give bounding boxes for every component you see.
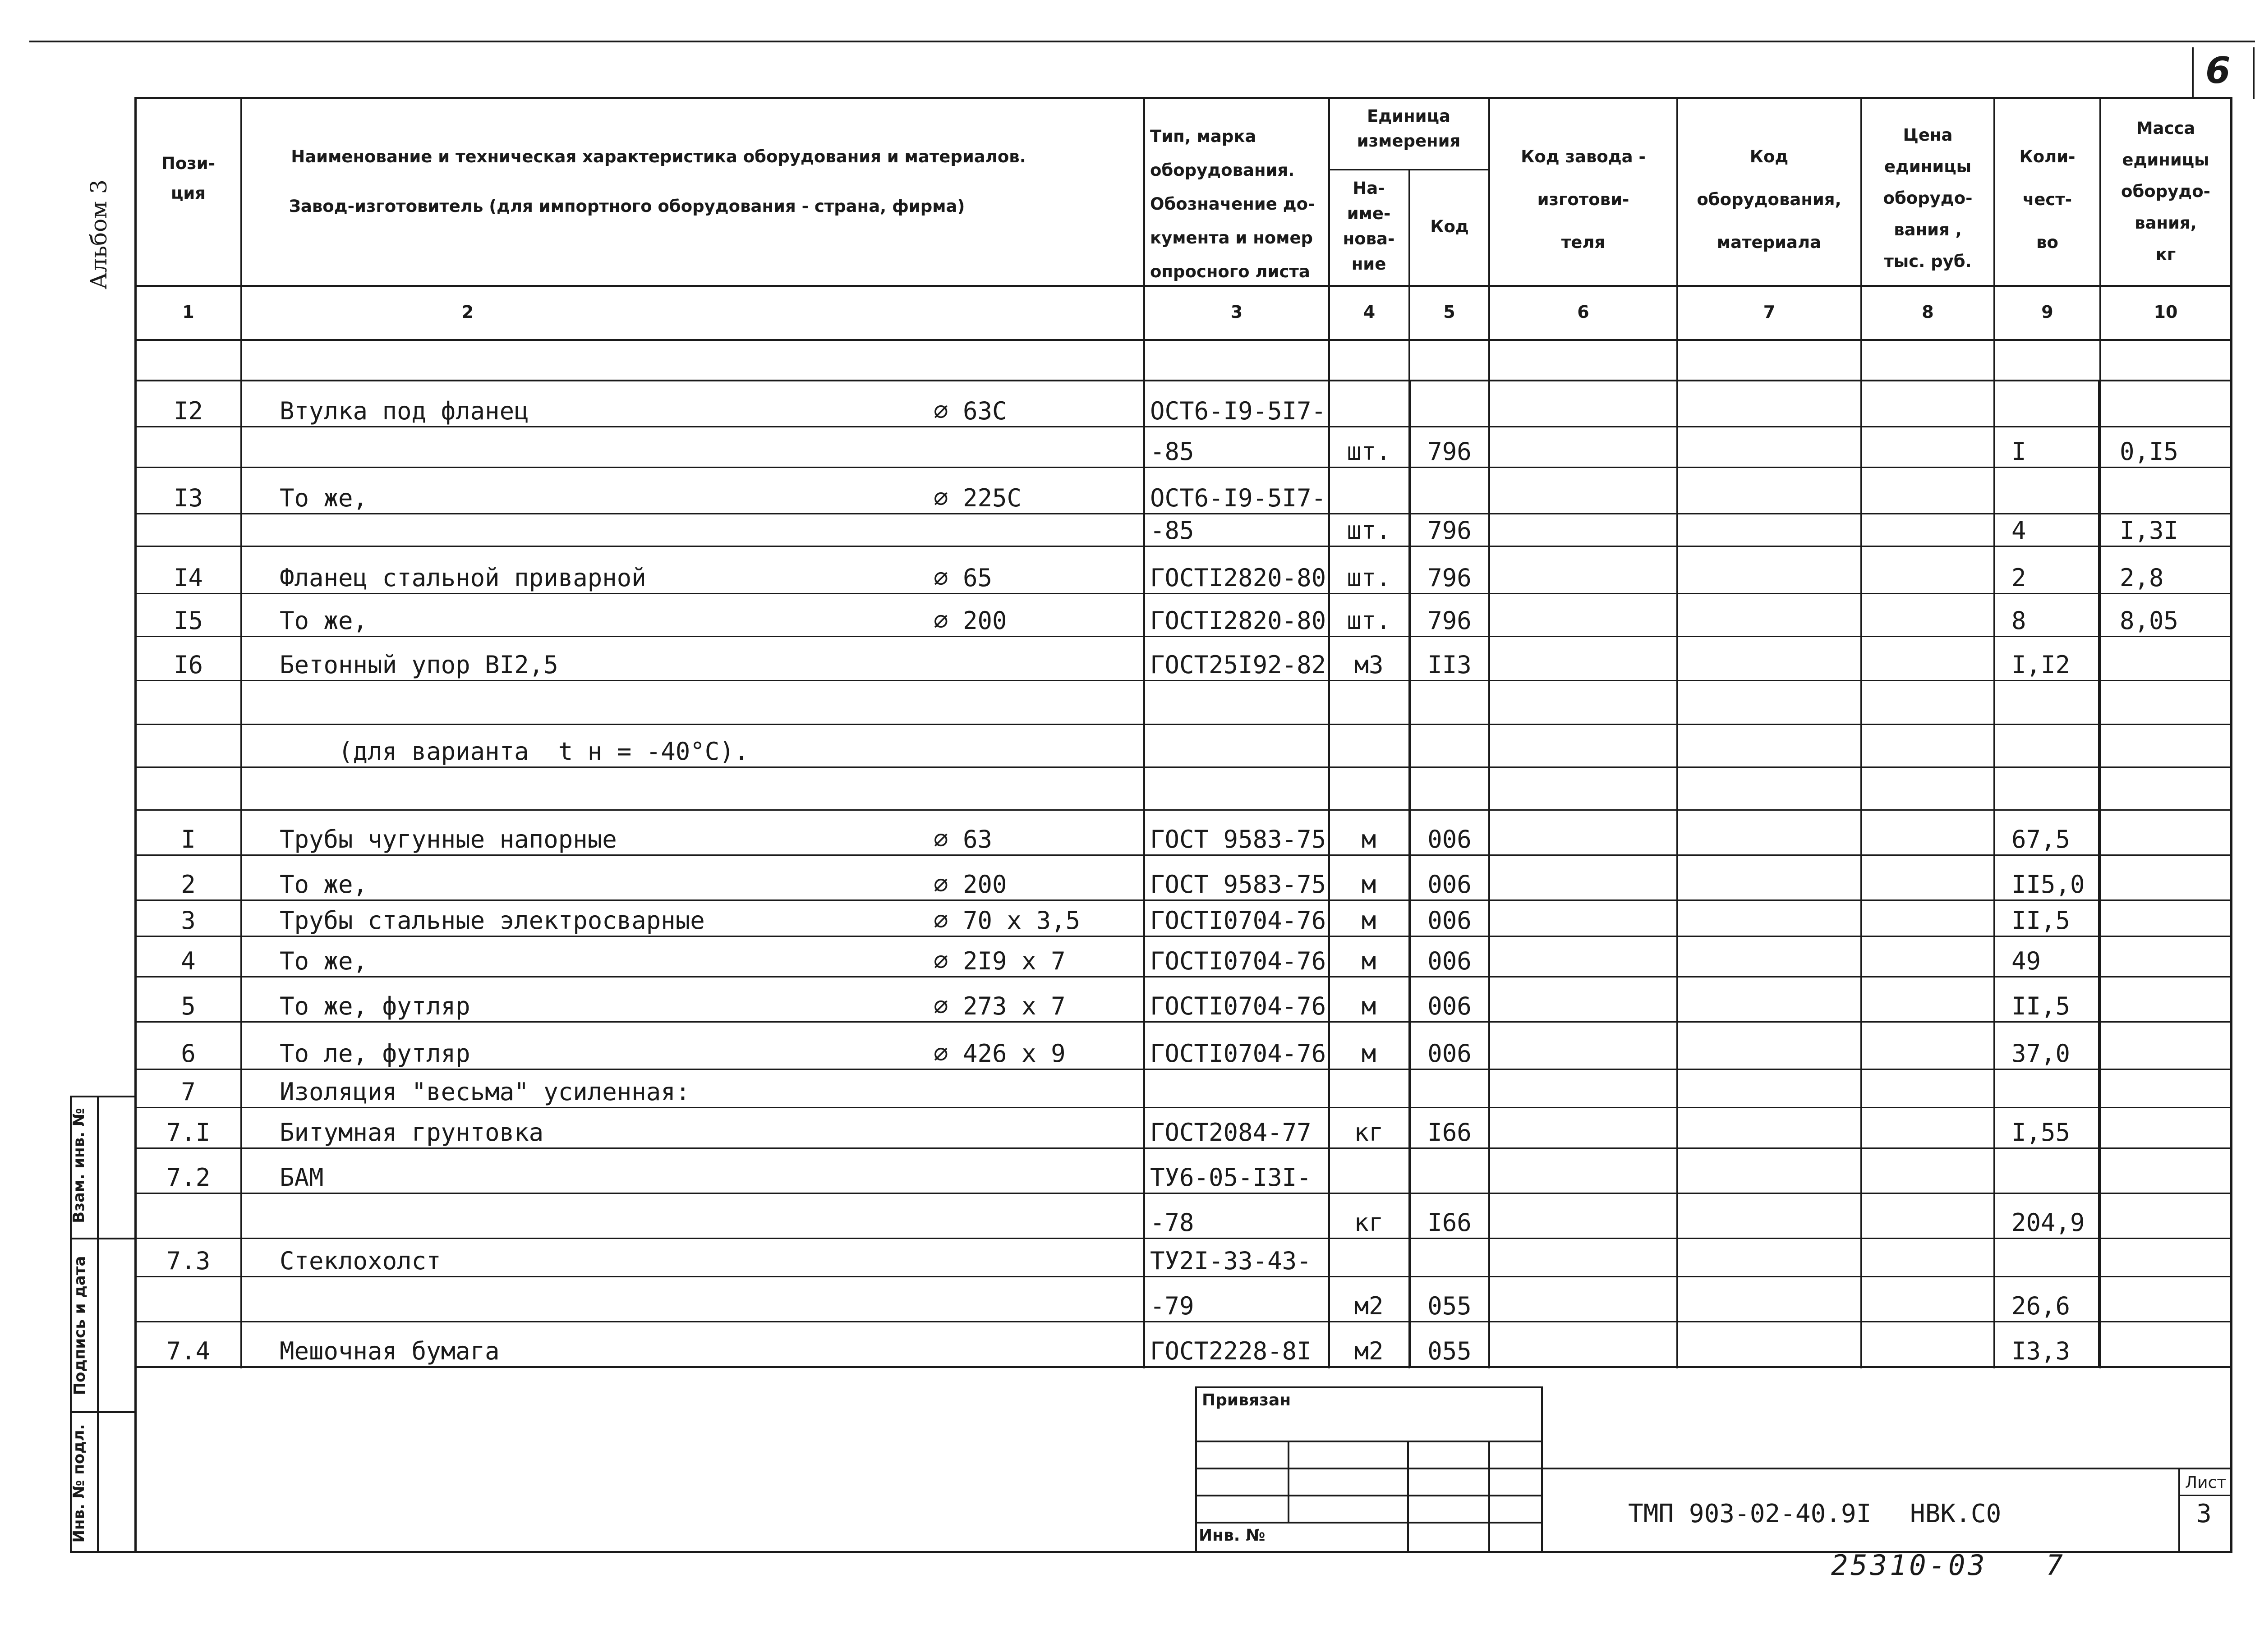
cell-pos: 5 <box>181 992 196 1020</box>
frame-top <box>134 97 2232 99</box>
cell-code: II3 <box>1427 651 1472 679</box>
cell-unit: кг <box>1354 1208 1384 1237</box>
row-rule <box>134 1147 2232 1149</box>
cell-code: 055 <box>1427 1337 1472 1365</box>
header-col2-line1: Наименование и техническая характеристика оборудования и материалов. <box>291 147 1026 166</box>
cell-unit: м <box>1361 825 1376 854</box>
cell-name: Битумная грунтовка <box>280 1118 544 1147</box>
cell-code: 006 <box>1427 906 1472 935</box>
cell-doc: ГОСТ2084-77 <box>1150 1118 1312 1147</box>
sheet-label: Лист <box>2185 1473 2227 1492</box>
cell-doc: ГОСТI0704-76 <box>1150 906 1326 935</box>
cell-size: ⌀ 273 х 7 <box>934 992 1066 1020</box>
section-code: НВК.С0 <box>1910 1499 2002 1528</box>
cell-unit: м <box>1361 947 1376 975</box>
cell-doc: ОСТ6-I9-5I7- <box>1150 397 1326 425</box>
row-rule <box>134 467 2232 468</box>
sheet-number: 3 <box>2196 1499 2212 1528</box>
row-rule <box>134 809 2232 811</box>
cell-qty: 37,0 <box>2011 1039 2071 1068</box>
frame-right <box>2230 97 2232 1553</box>
cell-size: ⌀ 65 <box>934 564 993 592</box>
row-rule <box>134 680 2232 681</box>
cell-code: 006 <box>1427 992 1472 1020</box>
cell-code: 006 <box>1427 870 1472 899</box>
row-rule <box>134 724 2232 725</box>
header-col5: Код <box>1430 217 1469 236</box>
cell-doc: -85 <box>1150 516 1194 545</box>
cell-doc: ГОСТ 9583-75 <box>1150 825 1326 854</box>
cell-code: 796 <box>1427 606 1472 635</box>
cell-doc: -79 <box>1150 1292 1194 1320</box>
cell-pos: 3 <box>181 906 196 935</box>
cell-name: (для варианта t н = -40°С). <box>280 737 749 766</box>
cell-unit: шт. <box>1347 564 1391 592</box>
cell-code: 055 <box>1427 1292 1472 1320</box>
row-rule <box>134 1193 2232 1194</box>
cell-pos: 7.3 <box>166 1247 211 1275</box>
row-rule <box>134 636 2232 637</box>
cell-doc: ГОСТI2820-80 <box>1150 606 1326 635</box>
album-label: Альбом 3 <box>86 179 112 289</box>
cell-pos: 7.2 <box>166 1163 211 1192</box>
cell-pos: I6 <box>173 651 203 679</box>
row-rule <box>134 1276 2232 1277</box>
header-col10: Масса единицы оборудо- вания, кг <box>2121 119 2210 264</box>
row-rule <box>134 1238 2232 1239</box>
cell-doc: ТУ6-05-I3I- <box>1150 1163 1312 1192</box>
cell-name: То же, <box>280 606 368 635</box>
cell-pos: 4 <box>181 947 196 975</box>
cell-doc: ОСТ6-I9-5I7- <box>1150 484 1326 512</box>
cell-size: ⌀ 63 <box>934 825 993 854</box>
cell-name: То же, футляр <box>280 992 470 1020</box>
cell-doc: ГОСТI0704-76 <box>1150 992 1326 1020</box>
row-rule <box>134 1107 2232 1108</box>
cell-qty: 49 <box>2011 947 2041 975</box>
cell-code: 796 <box>1427 437 1472 466</box>
cell-doc: ТУ2I-33-43- <box>1150 1247 1312 1275</box>
cell-size: ⌀ 225С <box>934 484 1022 512</box>
cell-code: I66 <box>1427 1208 1472 1237</box>
cell-unit: м2 <box>1354 1292 1384 1320</box>
cell-name: Трубы чугунные напорные <box>280 825 617 854</box>
header-col2-line2: Завод-изготовитель (для импортного оборудования - страна, фирма) <box>289 197 965 216</box>
privyazan-label: Привязан <box>1202 1391 1291 1409</box>
cell-code: 006 <box>1427 947 1472 975</box>
cell-size: ⌀ 63С <box>934 397 1007 425</box>
cell-size: ⌀ 426 х 9 <box>934 1039 1066 1068</box>
stamp-podpis: Подпись и дата <box>71 1256 89 1395</box>
cell-qty: 2 <box>2011 564 2026 592</box>
header-col8: Цена единицы оборудо- вания , тыс. руб. <box>1883 125 1973 271</box>
header-col4: На- име- нова- ние <box>1343 179 1395 274</box>
cell-name: Стеклохолст <box>280 1247 441 1275</box>
cell-doc: ГОСТ2228-8I <box>1150 1337 1312 1365</box>
cell-mass: 8,05 <box>2120 606 2179 635</box>
cell-unit: м2 <box>1354 1337 1384 1365</box>
cell-pos: 7.4 <box>166 1337 211 1365</box>
cell-pos: 2 <box>181 870 196 899</box>
cell-name: Втулка под фланец <box>280 397 529 425</box>
colnum-6: 6 <box>1577 302 1589 322</box>
cell-qty: 67,5 <box>2011 825 2071 854</box>
cell-pos: 7 <box>181 1078 196 1106</box>
row-rule <box>134 899 2232 901</box>
cell-doc: -78 <box>1150 1208 1194 1237</box>
row-rule <box>134 593 2232 594</box>
colnum-5: 5 <box>1443 302 1455 322</box>
document-code: ТМП 903-02-40.9I <box>1628 1499 1872 1528</box>
row-rule <box>134 1069 2232 1070</box>
cell-unit: м <box>1361 992 1376 1020</box>
cell-name: БАМ <box>280 1163 324 1192</box>
cell-name: То же, <box>280 484 368 512</box>
inv-no-label: Инв. № <box>1199 1526 1266 1545</box>
top-rule <box>29 41 2255 42</box>
row-rule <box>134 976 2232 977</box>
cell-pos: I3 <box>173 484 203 512</box>
cell-name: Фланец стальной приварной <box>280 564 646 592</box>
cell-unit: м <box>1361 870 1376 899</box>
row-rule <box>134 546 2232 547</box>
cell-pos: I <box>181 825 196 854</box>
row-rule <box>134 854 2232 856</box>
cell-unit: шт. <box>1347 437 1391 466</box>
cell-qty: 4 <box>2011 516 2026 545</box>
colnum-4: 4 <box>1363 302 1376 322</box>
cell-name: То ле, футляр <box>280 1039 470 1068</box>
cell-size: ⌀ 70 х 3,5 <box>934 906 1081 935</box>
cell-code: 006 <box>1427 825 1472 854</box>
stamp-vzam: Взам. инв. № <box>70 1108 88 1223</box>
cell-mass: 0,I5 <box>2120 437 2179 466</box>
cell-mass: 2,8 <box>2120 564 2164 592</box>
cell-qty: I3,3 <box>2011 1337 2071 1365</box>
cell-unit: шт. <box>1347 516 1391 545</box>
row-rule <box>134 1021 2232 1023</box>
cell-doc: ГОСТI2820-80 <box>1150 564 1326 592</box>
cell-size: ⌀ 200 <box>934 606 1007 635</box>
cell-name: То же, <box>280 870 368 899</box>
cell-pos: 7.I <box>166 1118 211 1147</box>
cell-code: 796 <box>1427 564 1472 592</box>
row-rule <box>134 513 2232 514</box>
cell-qty: 26,6 <box>2011 1292 2071 1320</box>
cell-qty: 204,9 <box>2011 1208 2085 1237</box>
cell-qty: II,5 <box>2011 906 2071 935</box>
header-col1: Пози- ция <box>161 154 216 203</box>
row-rule <box>134 1321 2232 1322</box>
header-col7: Код оборудования, материала <box>1697 147 1841 252</box>
row-rule <box>134 936 2232 937</box>
cell-code: 006 <box>1427 1039 1472 1068</box>
cell-name: То же, <box>280 947 368 975</box>
cell-qty: II5,0 <box>2011 870 2085 899</box>
cell-qty: I,I2 <box>2011 651 2071 679</box>
cell-name: Мешочная бумага <box>280 1337 500 1365</box>
stamp-inv: Инв. № подл. <box>70 1424 88 1543</box>
cell-qty: 8 <box>2011 606 2026 635</box>
cell-code: 796 <box>1427 516 1472 545</box>
cell-size: ⌀ 2I9 х 7 <box>934 947 1066 975</box>
cell-name: Трубы стальные электросварные <box>280 906 705 935</box>
cell-unit: кг <box>1354 1118 1384 1147</box>
cell-mass: I,3I <box>2120 516 2179 545</box>
cell-doc: ГОСТ 9583-75 <box>1150 870 1326 899</box>
corner-page-number: 6 <box>2205 50 2231 92</box>
cell-code: I66 <box>1427 1118 1472 1147</box>
cell-doc: ГОСТ25I92-82 <box>1150 651 1326 679</box>
colnum-9: 9 <box>2041 302 2053 322</box>
row-rule <box>134 1366 2232 1367</box>
colnum-7: 7 <box>1763 302 1776 322</box>
header-col6: Код завода - изготови- теля <box>1521 147 1646 252</box>
cell-doc: -85 <box>1150 437 1194 466</box>
row-rule <box>134 426 2232 427</box>
cell-name: Бетонный упор BI2,5 <box>280 651 558 679</box>
cell-doc: ГОСТI0704-76 <box>1150 1039 1326 1068</box>
cell-unit: шт. <box>1347 606 1391 635</box>
colnum-3: 3 <box>1230 302 1243 322</box>
cell-unit: м <box>1361 1039 1376 1068</box>
header-unit: Единица измерения <box>1357 106 1461 151</box>
cell-size: ⌀ 200 <box>934 870 1007 899</box>
colnum-1: 1 <box>182 302 194 322</box>
cell-pos: I2 <box>173 397 203 425</box>
cell-pos: I4 <box>173 564 203 592</box>
header-col9: Коли- чест- во <box>2019 147 2076 252</box>
cell-qty: I <box>2011 437 2026 466</box>
colnum-2: 2 <box>461 302 474 322</box>
cell-qty: II,5 <box>2011 992 2071 1020</box>
cell-pos: I5 <box>173 606 203 635</box>
handwritten-number: 25310-03 7 <box>1831 1549 2066 1582</box>
row-rule <box>134 766 2232 768</box>
colnum-10: 10 <box>2154 302 2178 322</box>
cell-doc: ГОСТI0704-76 <box>1150 947 1326 975</box>
cell-unit: м <box>1361 906 1376 935</box>
cell-name: Изоляция "весьма" усиленная: <box>280 1078 690 1106</box>
header-col3: Тип, марка оборудования. Обозначение до- кумента и номер опросного листа <box>1150 127 1315 281</box>
cell-qty: I,55 <box>2011 1118 2071 1147</box>
cell-pos: 6 <box>181 1039 196 1068</box>
cell-unit: м3 <box>1354 651 1384 679</box>
colnum-8: 8 <box>1922 302 1934 322</box>
